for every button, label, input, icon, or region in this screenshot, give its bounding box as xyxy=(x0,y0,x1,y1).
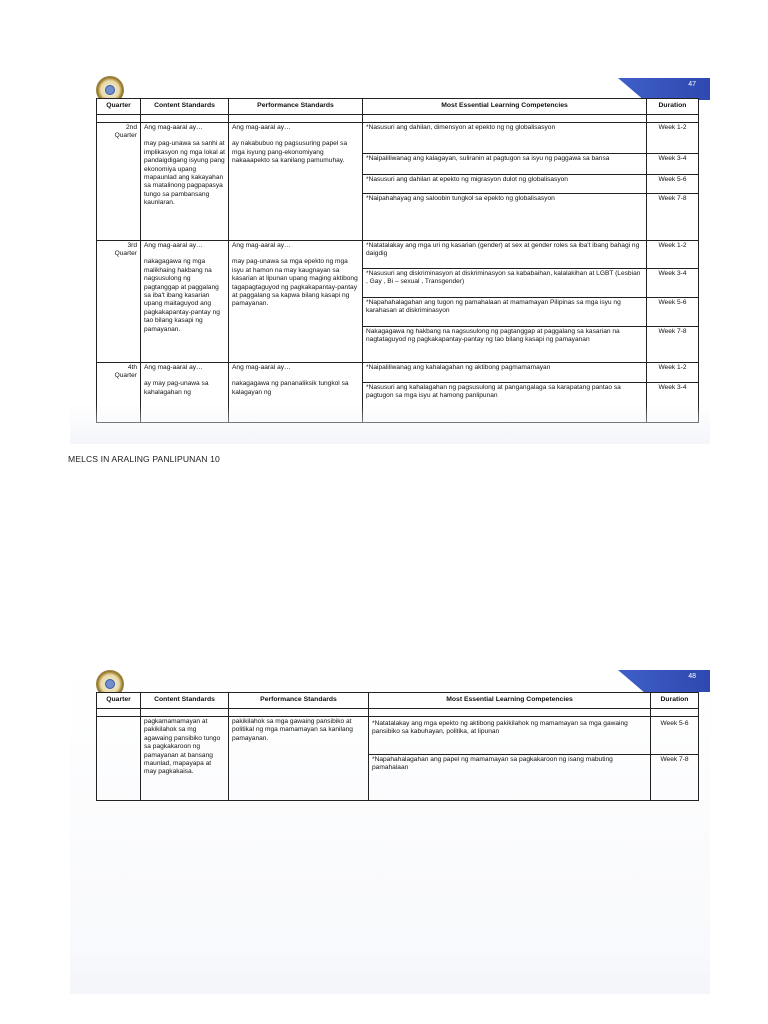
competency-item: *Napahahalagahan ang tugon ng pamahalaan at mamamayan Pilipinas sa mga isyu ng karahasan at diskriminasyon xyxy=(363,297,646,324)
page-number-banner xyxy=(618,78,710,100)
header-quarter: Quarter xyxy=(97,693,141,709)
content-intro: Ang mag-aaral ay… xyxy=(144,364,203,371)
duration-cell xyxy=(647,241,699,363)
performance-standard-cell xyxy=(229,123,363,241)
duration-item: Week 1-2 xyxy=(658,364,687,371)
duration-item: Week 1-2 xyxy=(658,242,687,249)
content-standard-cell xyxy=(141,123,229,241)
melc-table xyxy=(96,692,699,801)
duration-cell xyxy=(647,363,699,423)
content-standard-cell xyxy=(141,717,229,801)
performance-body: pakikilahok sa mga gawaing pansibiko at politikal ng mga mamamayan sa kanilang pamayanan. xyxy=(232,718,353,742)
competency-item: *Napahahalagahan ang papel ng mamamayan sa pagkakaroon ng isang mabuting pamahalaan xyxy=(369,754,650,773)
content-body: pagkamamamayan at pakikilahok sa mg agawaing pansibiko tungo sa pagkakaroon ng pamayanan at bansang maunlad, mapayapa at may pagkakaisa. xyxy=(144,718,221,776)
performance-body: ay nakabubuo ng pagsusuring papel sa mga isyung pang-ekonomiyang nakaaapekto sa kanilang pamumuhay. xyxy=(232,140,348,165)
performance-body: nakagagawa ng pananaliksik tungkol sa kalagayan ng xyxy=(232,380,349,396)
performance-body: may pag-unawa sa mga epekto ng mga isyu at hamon na may kaugnayan sa kasarian at lipunan upang maging aktibong tagapagtaguyod ng pagkakapantay-pantay at paggalang sa kapwa bilang kasapi ng pamayanan. xyxy=(232,258,358,308)
performance-standard-cell xyxy=(229,241,363,363)
duration-cell xyxy=(651,717,699,801)
content-standard-cell xyxy=(141,241,229,363)
document-page-48 xyxy=(70,664,710,994)
competencies-cell xyxy=(369,717,651,801)
quarter-label: Quarter xyxy=(114,132,137,140)
table-row-q4-continued xyxy=(97,717,699,801)
competency-item: *Natatalakay ang mga uri ng kasarian (gender) at sex at gender roles sa iba't ibang bahagi ng daigdig xyxy=(366,242,640,258)
performance-intro: Ang mag-aaral ay… xyxy=(232,364,291,371)
competency-item: *Nasusuri ang kahalagahan ng pagsusulong at pangangalaga sa karapatang pantao sa pagtugon sa mga isyu at hamong panlipunan xyxy=(363,382,646,401)
quarter-label: Quarter xyxy=(114,372,137,380)
table-row-q3 xyxy=(97,241,699,363)
content-intro: Ang mag-aaral ay… xyxy=(144,124,203,131)
quarter-label: Quarter xyxy=(114,250,137,258)
content-body: ay may pag-unawa sa kahalagahan ng xyxy=(144,380,209,396)
header-quarter: Quarter xyxy=(97,99,141,115)
content-standard-cell xyxy=(141,363,229,423)
table-spacer-row xyxy=(97,115,699,123)
competency-item: *Nasusuri ang diskriminasyon at diskriminasyon sa kababaihan, kalalakihan at LGBT (Lesbian , Gay , Bi – sexual , Transgender) xyxy=(363,268,646,295)
table-row-q4 xyxy=(97,363,699,423)
content-intro: Ang mag-aaral ay… xyxy=(144,242,203,249)
duration-item: Week 7-8 xyxy=(651,754,698,764)
quarter-cell xyxy=(97,123,141,241)
header-duration: Duration xyxy=(647,99,699,115)
duration-item: Week 7-8 xyxy=(647,193,698,203)
duration-item: Week 5-6 xyxy=(647,174,698,191)
header-performance-standards: Performance Standards xyxy=(229,99,363,115)
duration-item: Week 1-2 xyxy=(658,124,687,131)
competency-item: *Naipaliliwanag ang kalagayan, suliranin at pagtugon sa isyu ng paggawa sa bansa xyxy=(363,153,646,172)
performance-intro: Ang mag-aaral ay… xyxy=(232,124,291,131)
competencies-cell xyxy=(363,241,647,363)
header-content-standards: Content Standards xyxy=(141,99,229,115)
header-performance-standards: Performance Standards xyxy=(229,693,369,709)
quarter-number: 2nd xyxy=(125,124,137,131)
competency-item: *Nasusuri ang dahilan at epekto ng migrasyon dulot ng globalisasyon xyxy=(363,174,646,191)
competency-item: *Naipahahayag ang saloobin tungkol sa epekto ng globalisasyon xyxy=(363,193,646,203)
page-number: 47 xyxy=(688,81,696,88)
duration-item: Week 3-4 xyxy=(647,268,698,295)
table-spacer-row xyxy=(97,709,699,717)
competencies-cell xyxy=(363,363,647,423)
quarter-cell xyxy=(97,241,141,363)
duration-item: Week 5-6 xyxy=(660,720,689,727)
document-page-47 xyxy=(70,72,710,444)
page-number: 48 xyxy=(688,673,696,680)
duration-item: Week 5-6 xyxy=(647,297,698,324)
table-row-q2 xyxy=(97,123,699,241)
quarter-number: 4th xyxy=(127,364,137,371)
duration-cell xyxy=(647,123,699,241)
table-header-row xyxy=(97,99,699,115)
quarter-cell xyxy=(97,717,141,801)
content-body: nakagagawa ng mga malikhaing hakbang na nagsusulong ng pagtanggap at paggalang sa iba't ibang kasarian upang maitaguyod ang pagkakapantay-pantay ng tao bilang kasapi ng pamayanan. xyxy=(144,258,220,333)
competency-item: Nakagagawa ng hakbang na nagsusulong ng pagtanggap at paggalang sa kasarian na nagtataguyod ng pagkakapantay-pantay ng tao bilang kasapi ng pamayanan xyxy=(363,326,646,345)
performance-standard-cell xyxy=(229,717,369,801)
competency-item: *Naipaliliwanag ang kahalagahan ng aktibong pagmamamayan xyxy=(366,364,551,371)
quarter-cell xyxy=(97,363,141,423)
quarter-number: 3rd xyxy=(127,242,137,249)
performance-intro: Ang mag-aaral ay… xyxy=(232,242,291,249)
page-number-banner xyxy=(618,670,710,692)
competency-item: *Nasusuri ang dahilan, dimensyon at epekto ng ng globalisasyon xyxy=(366,124,556,131)
duration-item: Week 7-8 xyxy=(647,326,698,336)
header-content-standards: Content Standards xyxy=(141,693,229,709)
content-body: may pag-unawa sa sanhi at implikasyon ng mga lokal at pandaigdigang isyung pang ekonomiya upang mapaunlad ang kakayahan sa matalinong pagpapasya tungo sa pambansang kaunlaran. xyxy=(144,140,225,207)
table-header-row xyxy=(97,693,699,709)
header-most-essential-competencies: Most Essential Learning Competencies xyxy=(363,99,647,115)
competencies-cell xyxy=(363,123,647,241)
competency-item: *Natatalakay ang mga epekto ng aktibong pakikilahok ng mamamayan sa mga gawaing pansibiko sa kabuhayan, politika, at lipunan xyxy=(372,720,628,736)
header-most-essential-competencies: Most Essential Learning Competencies xyxy=(369,693,651,709)
duration-item: Week 3-4 xyxy=(647,382,698,392)
document-caption: MELCS IN ARALING PANLIPUNAN 10 xyxy=(68,454,220,464)
performance-standard-cell xyxy=(229,363,363,423)
duration-item: Week 3-4 xyxy=(647,153,698,172)
melc-table xyxy=(96,98,699,423)
header-duration: Duration xyxy=(651,693,699,709)
